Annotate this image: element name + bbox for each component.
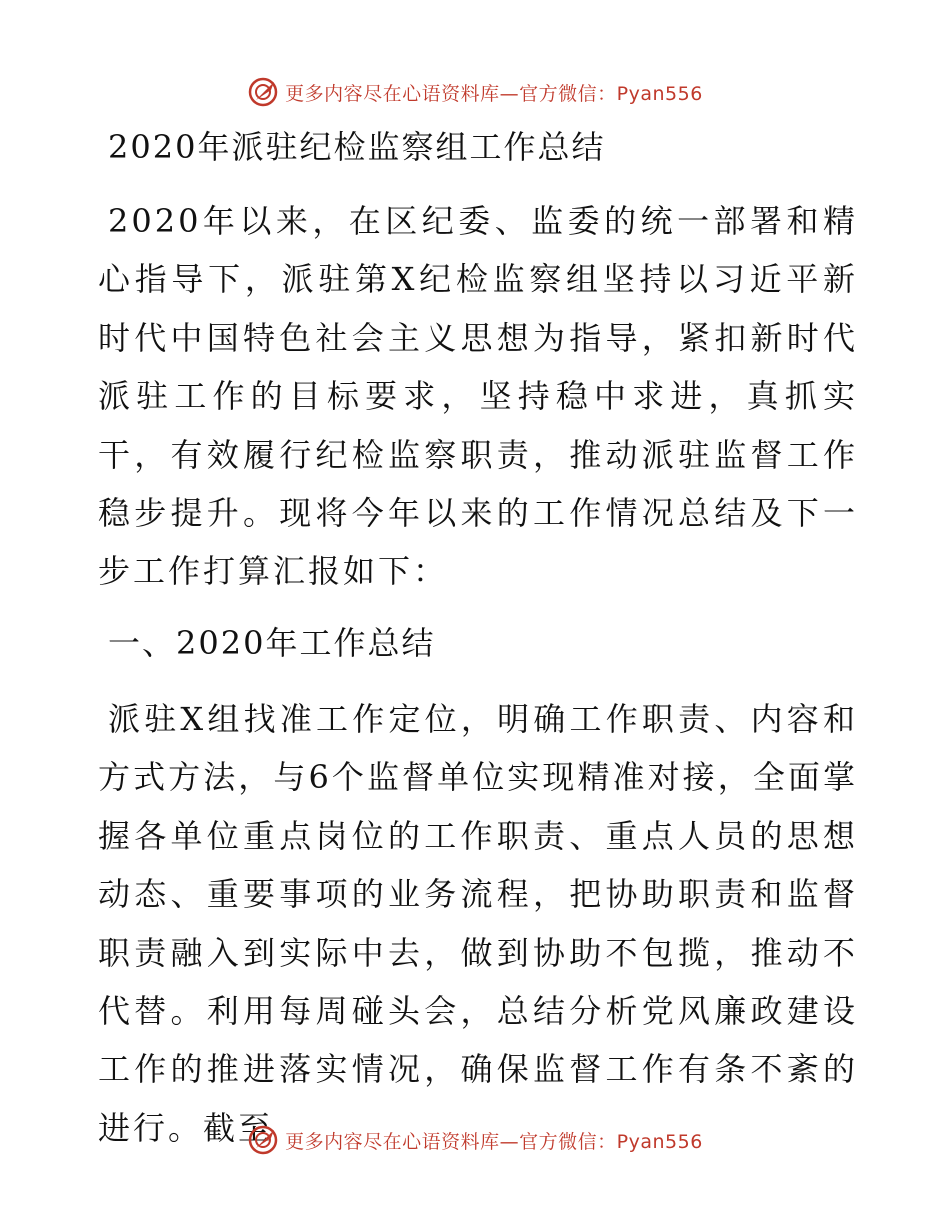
document-title: 2020年派驻纪检监察组工作总结 [108,128,606,166]
section-heading: 一、2020年工作总结 [108,624,436,662]
section-body-paragraph: 派驻X组找准工作定位，明确工作职责、内容和方式方法，与6个监督单位实现精准对接，全面掌握各单位重点岗位的工作职责、重点人员的思想动态、重要事项的业务流程，把协助职责和监督职责融入到实际中去，做到协助不包揽，推动不代替。利用每周碰头会，总结分析党风廉政建设工作的推进落实情况，确保监督工作有条不紊的进行。截至 [98,700,858,1147]
watermark-header [0,72,950,112]
quill-logo-icon [247,76,279,108]
intro-paragraph: 2020年以来，在区纪委、监委的统一部署和精心指导下，派驻第X纪检监察组坚持以习近平新时代中国特色社会主义思想为指导，紧扣新时代派驻工作的目标要求，坚持稳中求进，真抓实干，有效履行纪检监察职责，推动派驻监督工作稳步提升。现将今年以来的工作情况总结及下一步工作打算汇报如下： [98,202,858,591]
watermark-text: 更多内容尽在心语资料库—官方微信：Pyan556 [285,82,703,105]
watermark-footer [0,1120,950,1160]
quill-logo-icon [247,1124,279,1156]
watermark-text: 更多内容尽在心语资料库—官方微信：Pyan556 [285,1130,703,1153]
